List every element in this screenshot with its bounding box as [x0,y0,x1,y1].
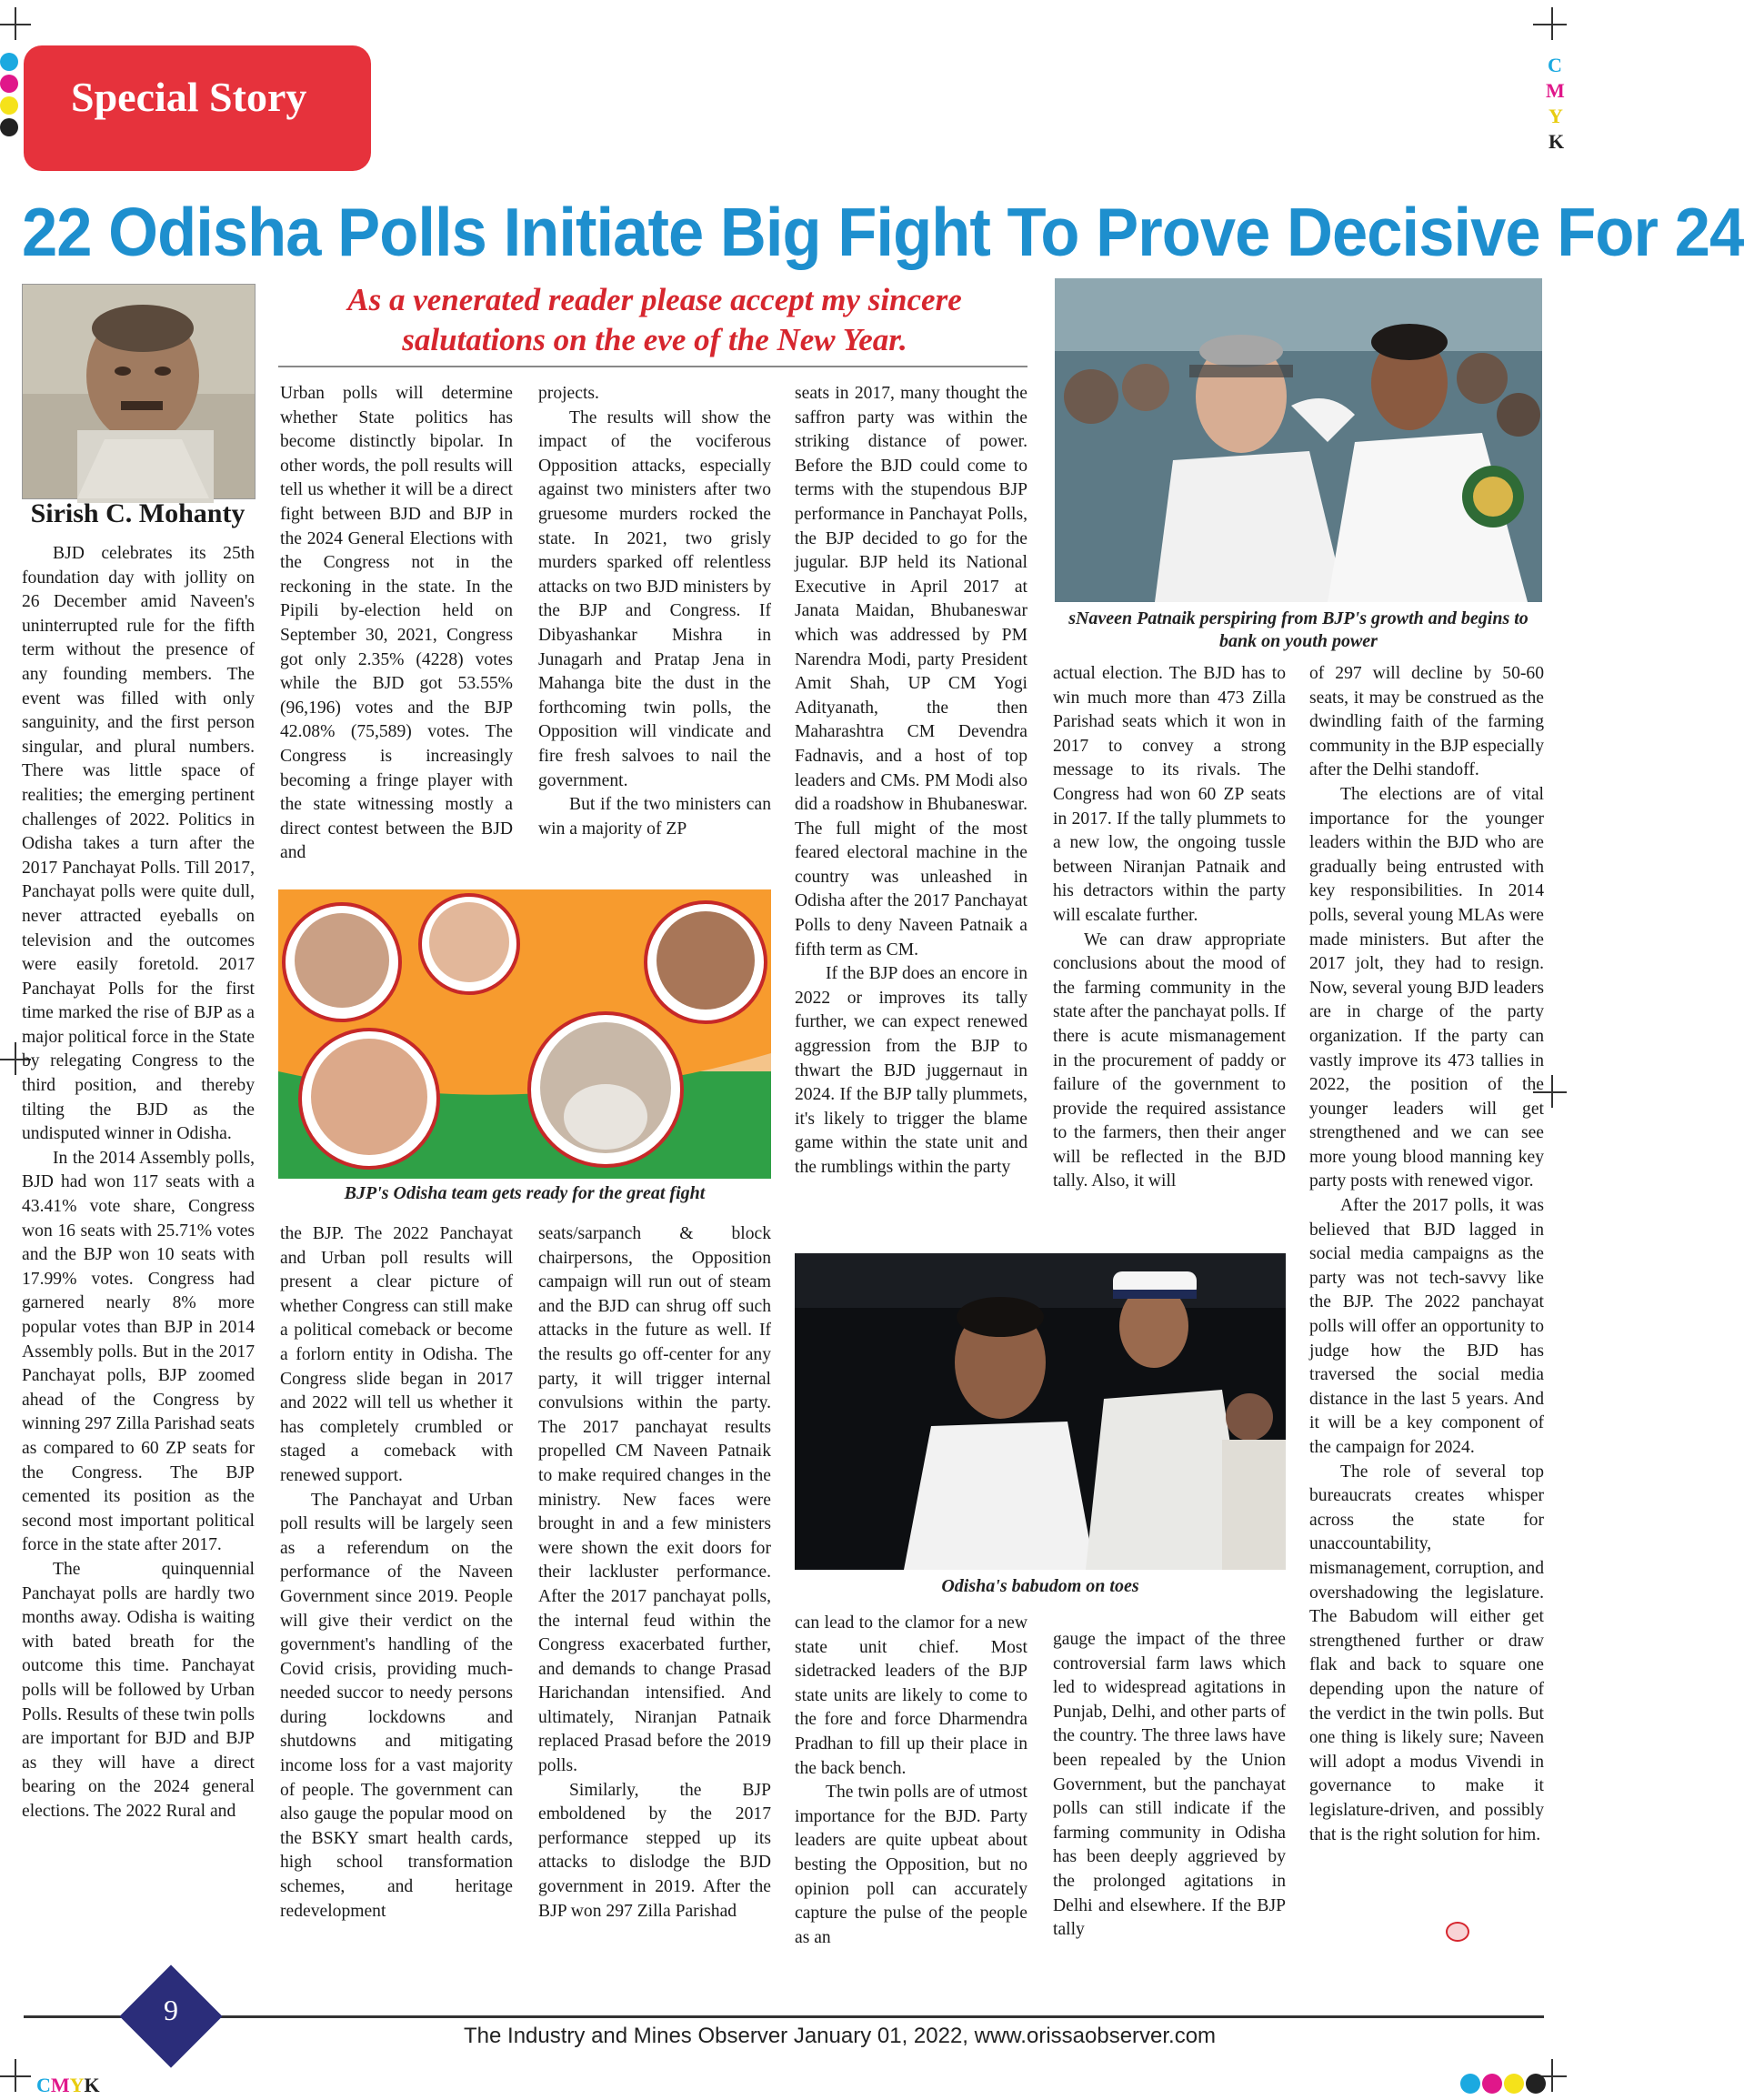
black-dot [0,118,18,136]
page-number-badge [121,1966,221,2066]
cmyk-bottom [36,2074,100,2097]
cmyk-k: K [84,2074,100,2096]
footer-text: The Industry and Mines Observer January 01, 2022, www.orissaobserver.com [464,2024,1217,2048]
footer-rule [24,2015,1544,2018]
cmyk-y: Y [69,2074,85,2096]
paragraph: If the BJP does an encore in 2022 or improves its tally further, we can expect renewed aggression from the BJP to thwart the BJD juggernaut in 2024. If the BJP tally plummets, it's likely to trigger the blame game within the state unit and the rumblings within the party [795,964,1027,1177]
paragraph: seats in 2017, many thought the saffron party was within the striking distance of power. Before the BJD could come to terms with the stupendous BJP performance in Panchayat Polls, the BJP decided to go for the jugular. BJP held its National Executive in April 2017 at Janata Maidan, Bhubaneswar which was addressed by PM Narendra Modi, party President Amit Shah, UP CM Yogi Adityanath, the then Maharashtra CM Devendra Fadnavis, and a host of top leaders and CMs. PM Modi also did a roadshow in Bhubaneswar. The full might of the most feared electoral machine in the country was unleashed in Odisha after the 2017 Panchayat Polls to deny Naveen Patnaik a fifth term as CM. [795,384,1027,960]
paragraph: The Panchayat and Urban poll results will be largely seen as a referendum on the performance of the Naveen Government since 2019. People will give their verdict on the government's handling of the Covid crisis, providing much-needed succor to needy persons during lockdowns and shutdowns and mitigating income loss for a vast majority of people. The government can also gauge the popular mood on the BSKY smart health cards, high school transformation schemes, and heritage redevelopment [280,1490,513,1921]
paragraph: gauge the impact of the three controversial farm laws which led to widespread agitations in Punjab, Delhi, and other parts of the country. The three laws have been repealed by the Union Government, but the panchayat polls can still indicate if the farming community in Odisha has been deeply aggrieved by the prolonged agitations in Delhi and elsewhere. If the BJP tally [1053,1630,1286,1940]
column-2-top [280,382,513,866]
paragraph: The role of several top bureaucrats creates whisper across the state for unaccountability, mismanagement, corruption, and overshadowing the legislature. The Babudom will either get strengthened further or draw flak and back to square one depending upon the nature of the verdict in the twin polls. But one thing is likely sure; Naveen will adopt a modus Vivendi in governance to make it legislature-driven, and possibly that is the right solution for him. [1309,1462,1544,1844]
bjp-leaders-collage [278,889,771,1179]
column-4-bottom [795,1612,1027,1950]
cmyk-y: Y [1549,105,1563,127]
paragraph: The twin polls are of utmost importance for the BJD. Party leaders are quite upbeat about besting the Opposition, but no opinion poll can accurately capture the pulse of the people as an [795,1783,1027,1947]
cmyk-m: M [1546,79,1565,102]
author-photo [22,284,256,499]
caption-babudom-photo: Odisha's babudom on toes [941,1576,1139,1596]
yellow-dot [0,96,18,115]
column-3-top [538,382,771,841]
crop-mark [15,1042,16,1075]
crop-mark [1551,1075,1553,1108]
cmyk-m: M [50,2074,70,2096]
caption-bjp-collage: BJP's Odisha team gets ready for the great fight [344,1183,706,1203]
crop-mark [1551,7,1553,40]
paragraph: of 297 will decline by 50-60 seats, it may be construed as the dwindling faith of the farming community in the BJP especially after the Delhi standoff. [1309,664,1544,780]
paragraph: Similarly, the BJP emboldened by the 2017 performance stepped up its attacks to dislodge the BJD government in 2019. After the BJP won 297 Zilla Parishad [538,1780,771,1921]
cmyk-c: C [36,2074,51,2096]
column-5-bottom [1053,1628,1286,1943]
paragraph: But if the two ministers can win a majority of ZP [538,795,771,839]
column-5-top [1053,662,1286,1194]
cyan-dot [1460,2074,1480,2094]
paragraph: The quinquennial Panchayat polls are hardly two months away. Odisha is waiting with bated breath for the outcome this time. Panchayat polls will be followed by Urban Polls. Results of these twin polls are important for BJD and BJP as they will have a direct bearing on the 2024 general elections. The 2022 Rural and [22,1559,255,1821]
magenta-dot [0,75,18,93]
author-name: Sirish C. Mohanty [30,498,246,528]
column-3-bottom [538,1222,771,1924]
paragraph: Urban polls will determine whether State politics has become distinctly bipolar. In other words, the poll results will tell us whether it will be a direct fight between BJD and BJP in the 2024 General Elections with the Congress not in the reckoning in the state. In the Pipili by-election held on September 30, 2021, Congress got only 2.35% (4228) votes while the BJD got 53.55% (96,196) votes and the BJP 42.08% (75,589) votes. The Congress is increasingly becoming a fringe player with the state witnessing mostly a direct contest between the BJD and [280,384,513,863]
paragraph: seats/sarpanch & block chairpersons, the Opposition campaign will run out of steam and the BJD can shrug off such attacks in the future as well. If the results go off-center for any party, it will trigger internal convulsions within the party. The 2017 panchayat results propelled CM Naveen Patnaik to make required changes in the ministry. New faces were brought in and a few ministers were shown the exit doors for their lackluster performance. After the 2017 panchayat polls, the internal feud within the Congress exacerbated further, and demands to change Prasad Harichandan intensified. And ultimately, Niranjan Patnaik replaced Prasad before the 2019 polls. [538,1224,771,1776]
section-tab [24,45,371,171]
paragraph: projects. [538,384,599,403]
column-1 [22,542,255,1824]
magenta-dot [1482,2074,1502,2094]
crop-mark [1551,2059,1553,2092]
cyan-dot [0,53,18,71]
crop-mark [1533,24,1567,25]
paragraph: The results will show the impact of the vociferous Opposition attacks, especially against two ministers after two gruesome murders rocked the state. In 2021, two grisly murders sparked off relentless attacks on two BJD ministers by the BJP and Congress. If Dibyashankar Mishra in Junagarh and Pratap Jena in Mahanga bite the dust in the forthcoming twin polls, the Opposition will vindicate and fire fresh salvoes to nail the government. [538,407,771,790]
paragraph: the BJP. The 2022 Panchayat and Urban poll results will present a clear picture of whether Congress can still make a political comeback or become a forlorn entity in Odisha. The Congress slide began in 2017 and 2022 will tell us whether it has completely crumbled or staged a comeback with renewed support. [280,1224,513,1485]
yellow-dot [1504,2074,1524,2094]
babudom-photo [795,1253,1286,1570]
paragraph: After the 2017 polls, it was believed that BJD lagged in social media campaigns as the party was not tech-savvy like the BJP. The 2022 panchayat polls will offer an opportunity to judge how the BJD has traversed the social media distance in the last 5 years. And it will be a key component of the campaign for 2024. [1309,1196,1544,1457]
paragraph: can lead to the clamor for a new state unit chief. Most sidetracked leaders of the BJP state units are likely to come to the fore and force Dharmendra Pradhan to fill up their place in the back bench. [795,1613,1027,1778]
quote-rule [278,366,1027,367]
caption-naveen-photo: sNaveen Patnaik perspiring from BJP's growth and begins to bank on youth power [1068,608,1529,651]
crop-mark [15,7,16,40]
page-number: 9 [164,1994,178,2026]
paragraph: The elections are of vital importance for the younger leaders within the BJD who are gradually being entrusted with key responsibilities. In 2014 polls, several young MLAs were made ministers. But after the 2017 jolt, they had to resign. Now, several young BJD leaders are in charge of the party organization. If the party can vastly improve its 473 tallies in 2022, the position of the younger leaders will get strengthened and we can see more young blood manning key party posts with renewed vigor. [1309,784,1544,1191]
paragraph: We can draw appropriate conclusions about the mood of the farming community in the state after the panchayat polls. If there is acute mismanagement in the procurement of paddy or failure of the government to provide the required assistance to the farmers, then their anger will be reflected in the BJD tally. Also, it will [1053,929,1286,1191]
section-tab-label: Special Story [71,74,307,120]
headline: 22 Odisha Polls Initiate Big Fight To Prove Decisive For 24 [22,194,1744,270]
paragraph: In the 2014 Assembly polls, BJD had won 117 seats with a 43.41% vote share, Congress won 16 seats with 25.71% votes and the BJP won 10 seats with 17.99% votes. Congress had garnered nearly 8% more popular votes than BJP in 2014 Assembly polls. But in the 2017 Panchayat polls, BJP zoomed ahead of the Congress by winning 297 Zilla Parishad seats as compared to 60 ZP seats for the Congress. The BJP cemented its position as the second most important political force in the state after 2017. [22,1148,255,1555]
cmyk-c: C [1548,54,1562,76]
column-6 [1309,662,1544,1847]
pull-quote: As a venerated reader please accept my sincere salutations on the eve of the New Year. [347,282,962,357]
black-dot [1526,2074,1546,2094]
end-mark-icon [1446,1922,1469,1942]
naveen-patnaik-photo [1055,278,1542,602]
column-4-top [795,382,1027,1181]
crop-mark [15,2059,16,2092]
paragraph: actual election. The BJD has to win much more than 473 Zilla Parishad seats which it won in 2017 to convey a strong message to its rivals. The Congress had won 60 ZP seats in 2017. If the tally plummets to a new low, the ongoing tussle between Niranjan Patnaik and his detractors within the party will escalate further. [1053,664,1286,925]
column-2-bottom [280,1222,513,1924]
cmyk-k: K [1549,130,1565,153]
paragraph: BJD celebrates its 25th foundation day with jollity on 26 December amid Naveen's uninterrupted rule for the fifth term without the presence of any founding members. The event was filled with only sanguinity, and the first person singular, and plural numbers. There was little space of realities; the emerging pertinent challenges of 2022. Politics in Odisha takes a turn after the 2017 Panchayat Polls. Till 2017, Panchayat polls were quite dull, never attracted eyeballs on television and the outcomes were easily foretold. 2017 Panchayat Polls for the first time marked the rise of BJP as a major political force in the State by relegating Congress to the third position, and thereby tilting the BJD as the undisputed winner in Odisha. [22,544,255,1144]
